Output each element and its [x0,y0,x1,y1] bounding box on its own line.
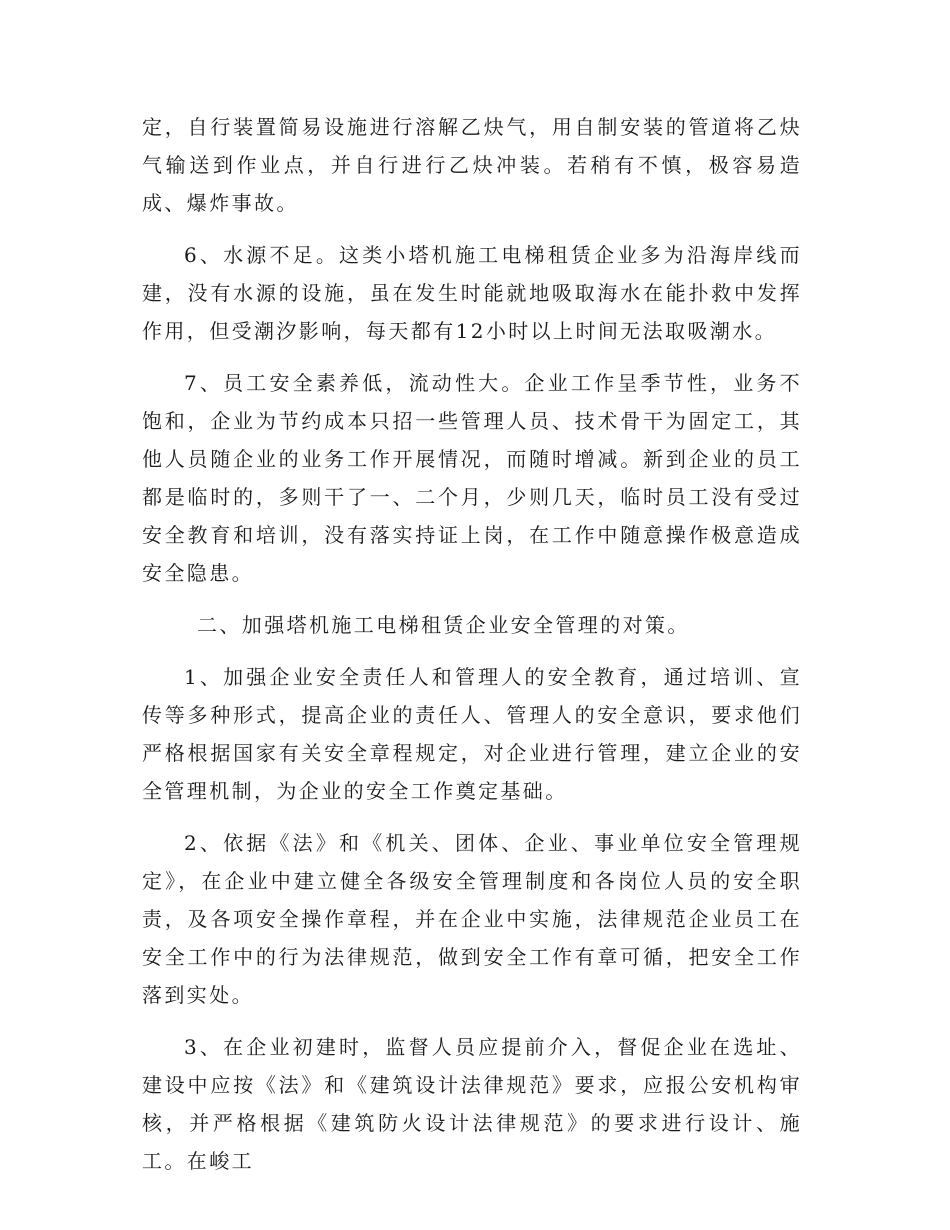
paragraph-item-6: 6、水源不足。这类小塔机施工电梯租赁企业多为沿海岸线而建，没有水源的设施，虽在发生时能就地吸取海水在能扑救中发挥作用，但受潮汐影响，每天都有12小时以上时间无法取吸潮水。 [142,243,802,343]
document-page [142,108,802,1194]
paragraph-item-7: 7、员工安全素养低，流动性大。企业工作呈季节性，业务不饱和，企业为节约成本只招一些管理人员、技术骨干为固定工，其他人员随企业的业务工作开展情况，而随时增减。新到企业的员工都是临时的，多则干了一、二个月，少则几天，临时员工没有受过安全教育和培训，没有落实持证上岗，在工作中随意操作极意造成安全隐患。 [142,371,802,585]
paragraph-continuation: 定，自行装置简易设施进行溶解乙炔气，用自制安装的管道将乙炔气输送到作业点，并自行进行乙炔冲装。若稍有不慎，极容易造成、爆炸事故。 [142,115,802,215]
paragraph-measure-2: 2、依据《法》和《机关、团体、企业、事业单位安全管理规定》，在企业中建立健全各级安全管理制度和各岗位人员的安全职责，及各项安全操作章程，并在企业中实施，法律规范企业员工在安全工作中的行为法律规范，做到安全工作有章可循，把安全工作落到实处。 [142,831,802,1007]
paragraph-measure-1: 1、加强企业安全责任人和管理人的安全教育，通过培训、宣传等多种形式，提高企业的责任人、管理人的安全意识，要求他们严格根据国家有关安全章程规定，对企业进行管理，建立企业的安全管理机制，为企业的安全工作奠定基础。 [142,665,802,803]
paragraph-measure-3: 3、在企业初建时，监督人员应提前介入，督促企业在选址、建设中应按《法》和《建筑设计法律规范》要求，应报公安机构审核，并严格根据《建筑防火设计法律规范》的要求进行设计、施工。在峻工 [142,1035,802,1173]
section-heading-2: 二、加强塔机施工电梯租赁企业安全管理的对策。 [197,613,690,637]
